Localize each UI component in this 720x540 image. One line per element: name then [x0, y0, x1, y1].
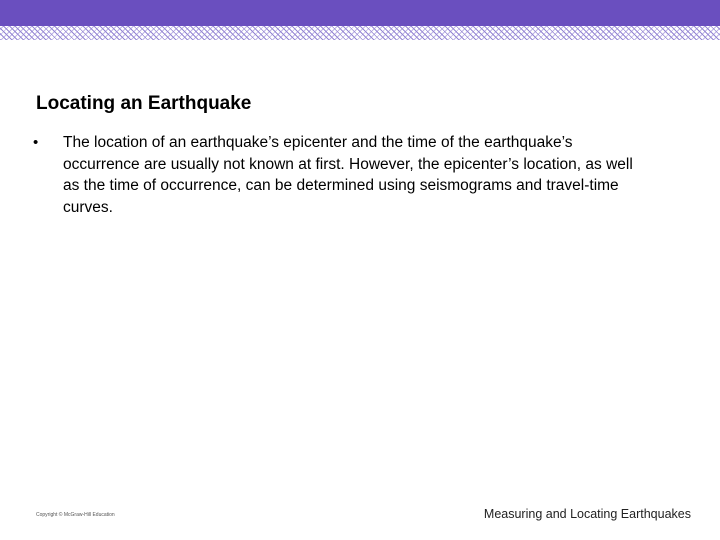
slide-title: Locating an Earthquake [36, 93, 252, 114]
header-band [0, 0, 720, 26]
bullet-list [33, 132, 633, 218]
bullet-text: The location of an earthquake’s epicenter and the time of the earthquake’s occurrence are usually not known at first. However, the epicenter’s location, as well as the time of occurrence, can be determined using seismograms and travel-time curves. [63, 134, 633, 216]
bullet-icon: • [33, 134, 39, 151]
header-pattern-strip [0, 26, 720, 40]
footer-section-title: Measuring and Locating Earthquakes [483, 507, 691, 521]
copyright-notice: Copyright © McGraw-Hill Education [36, 512, 115, 518]
bullet-item [33, 132, 633, 218]
